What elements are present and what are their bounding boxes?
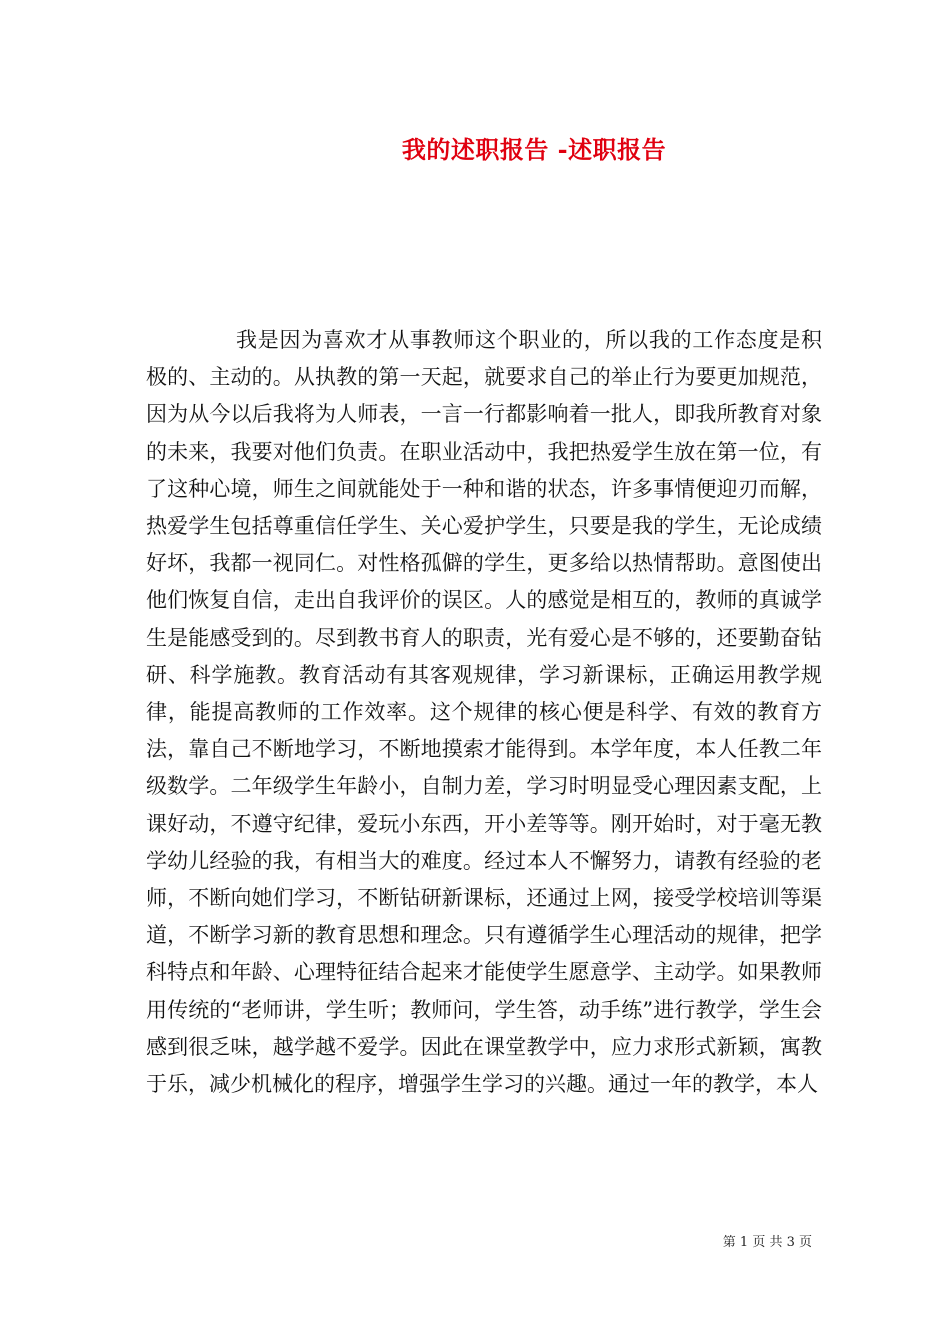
page-title: 我的述职报告 -述职报告 — [401, 135, 667, 164]
page-number: 第 1 页 共 3 页 — [722, 1235, 812, 1250]
body-paragraph: 我是因为喜欢才从事教师这个职业的，所以我的工作态度是积极的、主动的。从执教的第一天起，就要求自己的举止行为要更加规范，因为从今以后我将为人师表，一言一行都影响着一批人，即我所教育对象的未来，我要对他们负责。在职业活动中，我把热爱学生放在第一位，有了这种心境，师生之间就能处于一种和谐的状态，许多事情便迎刃而解，热爱学生包括尊重信任学生、关心爱护学生，只要是我的学生，无论成绩好坏，我都一视同仁。对性格孤僻的学生，更多给以热情帮助。意图使出他们恢复自信，走出自我评价的误区。人的感觉是相互的，教师的真诚学生是能感受到的。尽到教书育人的职责，光有爱心是不够的，还要勤奋钻研、科学施教。教育活动有其客观规律，学习新课标，正确运用教学规律，能提高教师的工作效率。这个规律的核心便是科学、有效的教育方法，靠自己不断地学习，不断地摸索才能得到。本学年度，本人任教二年级数学。二年级学生年龄小，自制力差，学习时明显受心理因素支配，上课好动，不遵守纪律，爱玩小东西，开小差等等。刚开始时，对于毫无教学幼儿经验的我，有相当大的难度。经过本人不懈努力，请教有经验的老师，不断向她们学习，不断钻研新课标，还通过上网，接受学校培训等渠道，不断学习新的教育思想和理念。只有遵循学生心理活动的规律，把学科特点和年龄、心理特征结合起来才能使学生愿意学、主动学。如果教师用传统的“老师讲，学生听；教师问，学生答，动手练”进行教学，学生会感到很乏味，越学越不爱学。因此在课堂教学中，应力求形式新颖，寓教于乐，减少机械化的程序，增强学生学习的兴趣。通过一年的教学，本人 — [146, 328, 822, 1097]
